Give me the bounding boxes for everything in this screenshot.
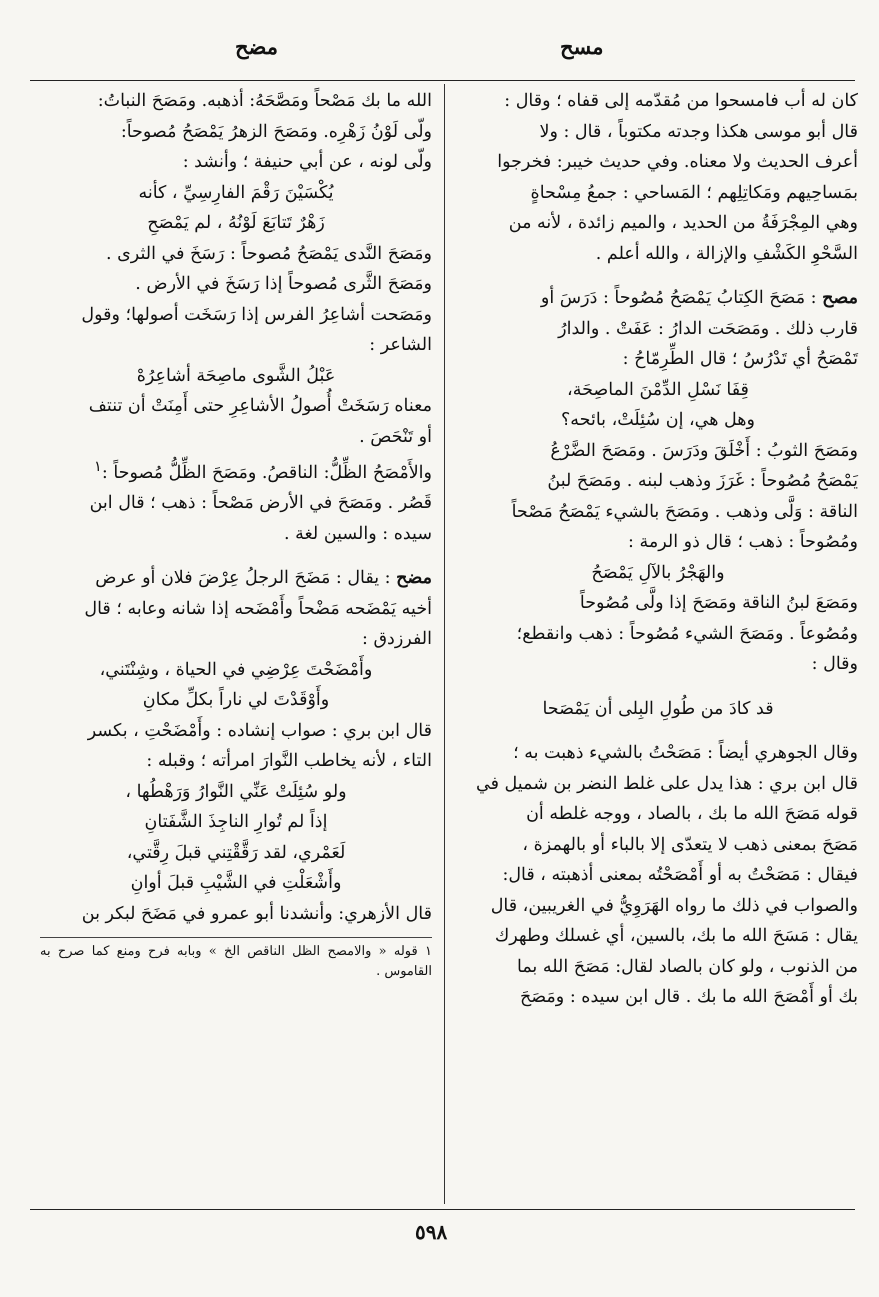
header-left-word: مضح	[235, 34, 279, 59]
verse-line: قِفَا نَسْلِ الدِّمْنَ الماصِحَة،	[567, 379, 749, 400]
entry-headword: مضح	[396, 568, 432, 589]
text-line: ومَصَحَ النَّدى يَمْصَحُ مُصوحاً : رَسَخَ في الثرى .	[105, 243, 432, 264]
text-line: ومَصَحت أشاعِرُ الفرس إذا رَسَخَت أصولها؛ وقول	[81, 304, 432, 325]
text-line: ومَصَعَ لبنُ الناقة ومَصَحَ إذا ولَّى مُصُوحاً	[579, 593, 858, 613]
verse-line: لَعَمْري، لقد رَقَّقْتِني قبلَ رِقَّتي،	[126, 842, 346, 863]
top-rule	[30, 80, 855, 81]
text-line: ومُصُوعاً . ومَصَحَ الشيء مُصُوحاً : ذهب وانقطع؛	[516, 623, 858, 644]
text-line: يقال : مَسَحَ الله ما بك، بالسين، أي غسلك وطهرك	[494, 926, 858, 946]
text-line: الشاعر :	[369, 335, 432, 355]
text-line: بك أو أَمْصَحَ الله ما بك . قال ابن سيده : ومَصَحَ	[519, 987, 858, 1007]
text-line: ومُصُوحاً : ذهب ؛ قال ذو الرمة :	[628, 532, 858, 552]
text-line: أخيه يَمْضَحه مَضْحاً وأَمْضَحه إذا شانه وعابه ؛ قال	[84, 598, 432, 619]
text-line: وقال الجوهري أيضاً : مَصَحْتُ بالشيء ذهبت به ؛	[513, 743, 858, 763]
text-line: معناه رَسَخَتْ أُصولُ الأشاعِرِ حتى أَمِنَتْ أن تنتف	[88, 396, 432, 416]
footnote-text: قوله « والامصح الظل الناقص الخ » وبابه فرح ومنع كما صرح به القاموس .	[40, 944, 432, 980]
text-line: أعرف الحديث ولا معناه. وفي حديث خيبر: فخرجوا	[497, 152, 858, 172]
text-line: الفرزدق :	[362, 629, 432, 650]
verse-line: وأَشْعَلْتِ في الشَّيْبِ قبلَ أوانِ	[130, 873, 342, 894]
verse-line: إذاً لم تُوارِ الناجِذَ الشَّفَتانِ	[144, 812, 328, 833]
text-line: سيده : والسين لغة .	[283, 523, 432, 544]
footnote-number: ١	[425, 944, 432, 960]
text-line: قال ابن بري : صواب إنشاده : وأَمْضَحْتِ ، بكسر	[87, 720, 432, 741]
text-line: قَصُر . ومَصَحَ في الأرض مَصْحاً : ذهب ؛ قال ابن	[89, 493, 432, 514]
text-line: مَصَحَ بمعنى ذهب لا يتعدّى إلا بالباء أو بالهمزة ،	[522, 834, 858, 855]
text-line: وقال :	[811, 654, 858, 674]
text-line: والصواب في ذلك ما رواه الهَرَوِيُّ في الغريبين، قال	[490, 895, 858, 916]
text-line: الناقة : وَلَّى وذهب . ومَصَحَ بالشيء يَمْصَحُ مَصْحاً	[511, 501, 858, 522]
text-line: يَمْصَحُ مُصُوحاً : غَرَزَ وذهب لبنه . ومَصَحَ لبنُ	[547, 471, 858, 491]
text-line: قوله مَصَحَ الله ما بك ، بالصاد ، ووجه غلطه أن	[526, 804, 858, 824]
text-line: أو تَنْحَصَ .	[359, 426, 432, 447]
verse-line: وأَمْضَحْتَ عِرْضِي في الحياة ، وشِنْتَني،	[99, 659, 373, 680]
verse-line: ولو سُئِلَتْ عَنِّي النَّوارُ وَرَهْطُها ،	[125, 781, 347, 802]
column-divider	[444, 84, 445, 1204]
verse-line: والهَجْرُ بالآلِ يَمْصَحُ	[591, 562, 725, 583]
text-line: من الذنوب ، ولو كان بالصاد لقال: مَصَحَ الله بما	[516, 956, 858, 977]
text-line: قال ابن بري : هذا يدل على غلط النضر بن شميل في	[476, 773, 858, 794]
text-line: وهي المِجْرَفَةُ من الحديد ، والميم زائدة ، لأنه من	[508, 213, 858, 233]
text-line: فيقال : مَصَحْتُ به أو أَمْصَحْتُه بمعنى أذهبته ، قال:	[502, 865, 858, 885]
text-line: قارب ذلك . ومَصَحَت الدارُ : عَفَتْ . والدارُ	[558, 318, 858, 339]
page-number: ٥٩٨	[415, 1220, 448, 1244]
verse-line: وأَوْقَدْتَ لي ناراً بكلِّ مكانِ	[142, 690, 330, 711]
header-right-word: مسح	[560, 34, 604, 59]
text-line: قال أبو موسى هكذا وجدته مكتوباً ، قال : ولا	[539, 121, 858, 142]
verse-line: زَهْرٌ تَتابَعَ لَوْنُهُ ، لم يَمْصَحِ	[147, 213, 325, 233]
entry-masah-first-line: مصح : مَصَحَ الكِتابُ يَمْصَحُ مُصُوحاً : دَرَسَ أو	[540, 288, 858, 308]
text-line: ولّى لونه ، عن أبي حنيفة ؛ وأنشد :	[182, 152, 432, 172]
text-line: قال الأزهري: وأنشدنا أبو عمرو في مَضَحَ لبكر بن	[81, 903, 432, 924]
bottom-rule	[30, 1209, 855, 1210]
entry-headword: مصح	[822, 288, 858, 308]
footnote	[40, 942, 432, 982]
verse-line: وهل هي، إن سُئِلَتْ، بائحه؟	[561, 410, 755, 430]
text-line: ومَصَحَ الثَّرى مُصوحاً إذا رَسَخَ في الأرض .	[135, 274, 432, 294]
entry-madah-first-line: مضح : يقال : مَضَحَ الرجلُ عِرْضَ فلان أو عرض	[95, 568, 432, 589]
left-column	[40, 86, 432, 982]
verse-line: يُكْسَيْنَ رَقْمَ الفارِسِيِّ ، كأنه	[138, 182, 334, 203]
text-line: كان له أب فامسحوا من مُقدّمه إلى قفاه ؛ وقال :	[504, 91, 858, 111]
right-column	[458, 86, 858, 1013]
text-line: التاء ، لأنه يخاطب النَّوارَ امرأته ؛ وقبله :	[146, 751, 432, 772]
footnoted-line: والأَمْصَحُ الظِّلُّ: الناقصُ. ومَصَحَ الظِّلُّ مُصوحاً :$^١$	[94, 458, 432, 483]
footnote-separator	[40, 937, 432, 938]
text-line: بمَساحِيهم ومَكاتِلِهم ؛ المَساحي : جمعُ مِسْحاةٍ	[530, 182, 858, 203]
verse-line: قد كادَ من طُولِ البِلى أن يَمْصَحا	[542, 698, 774, 719]
text-line: السَّحْوِ الكَشْفِ والإزالة ، والله أعلم .	[595, 243, 858, 264]
text-line: تَمْصَحُ أي تَدْرُسُ ؛ قال الطِّرِمّاحُ :	[622, 349, 858, 369]
verse-line: عَبْلُ الشَّوى ماصِحَة أشاعِرُهْ	[136, 365, 336, 386]
text-line: الله ما بك مَصْحاً ومَصَّحَهُ: أذهبه. ومَصَحَ النباتُ:	[97, 91, 432, 111]
footnote-marker: ١	[94, 458, 102, 475]
text-line: ومَصَحَ الثوبُ : أَخْلَقَ ودَرَسَ . ومَصَحَ الضَّرْعُ	[550, 440, 858, 461]
text-line: ولّى لَوْنُ زَهْرِه. ومَصَحَ الزهرُ يَمْصَحُ مُصوحاً:	[120, 121, 432, 142]
